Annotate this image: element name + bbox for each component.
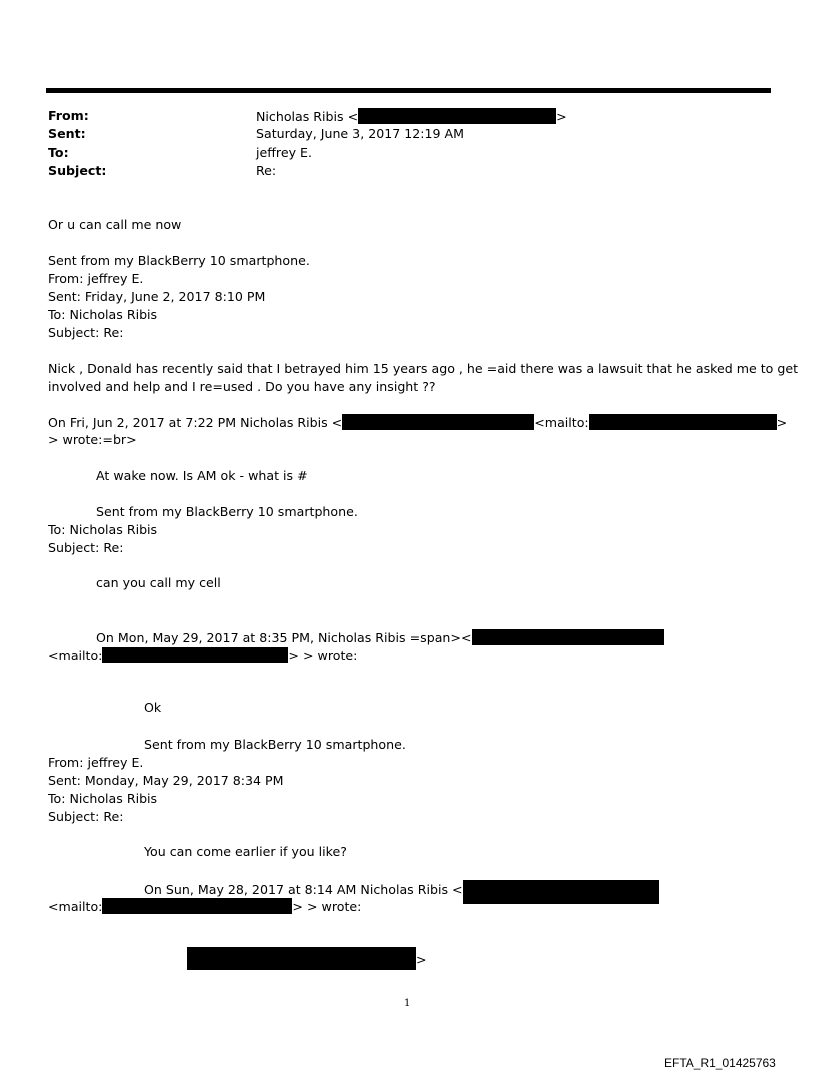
call-now-line: Or u can call me now (48, 217, 182, 232)
redacted-email (102, 898, 292, 914)
sent-label: Sent: (48, 126, 86, 141)
mailto-text: <mailto: (48, 648, 103, 663)
from-tail: > (556, 109, 567, 124)
wake-line: At wake now. Is AM ok - what is # (96, 468, 308, 483)
subject-label: Subject: (48, 163, 107, 178)
quoted-subject-line: Subject: Re: (48, 809, 124, 824)
quoted-from-line: From: jeffrey E. (48, 271, 144, 286)
quoted-sent-line: Sent: Friday, June 2, 2017 8:10 PM (48, 289, 266, 304)
to-value: jeffrey E. (256, 145, 312, 160)
call-cell-line: can you call my cell (96, 575, 221, 590)
quote-header-tail: > > wrote: (292, 899, 362, 914)
document-id: EFTA_R1_01425763 (664, 1056, 776, 1070)
subject-value: Re: (256, 163, 277, 178)
to-label: To: (48, 145, 69, 160)
quote-header-prefix: On Mon, May 29, 2017 at 8:35 PM, Nicholas Ribis =span>< (96, 630, 472, 645)
ok-line: Ok (144, 700, 162, 715)
redacted-email (102, 647, 288, 663)
sent-from-line: Sent from my BlackBerry 10 smartphone. (48, 253, 310, 268)
redacted-block-tail: > (416, 952, 427, 967)
redacted-email (342, 414, 534, 430)
from-name: Nicholas Ribis < (256, 109, 359, 124)
mailto-line (48, 898, 361, 915)
quoted-to-line: To: Nicholas Ribis (48, 307, 158, 322)
from-label: From: (48, 108, 89, 123)
redacted-email (472, 629, 664, 645)
mailto-text: <mailto: (534, 415, 589, 430)
redacted-email (589, 414, 777, 430)
quote-header-line-2: > wrote:=br> (48, 432, 137, 447)
quote-header-line (48, 414, 787, 431)
mailto-line (48, 647, 357, 664)
redacted-block (187, 947, 416, 970)
quoted-to-line: To: Nicholas Ribis (48, 522, 158, 537)
quoted-subject-line: Subject: Re: (48, 325, 124, 340)
quote-header-tail: > (776, 415, 788, 430)
quoted-subject-line: Subject: Re: (48, 540, 124, 555)
quote-header-tail: > > wrote: (288, 648, 358, 663)
sent-value: Saturday, June 3, 2017 12:19 AM (256, 126, 465, 141)
sent-from-line: Sent from my BlackBerry 10 smartphone. (144, 737, 406, 752)
page-number: 1 (404, 998, 411, 1009)
from-value (256, 108, 567, 125)
earlier-line: You can come earlier if you like? (144, 844, 347, 859)
header-rule (46, 88, 771, 93)
quoted-to-line: To: Nicholas Ribis (48, 791, 158, 806)
quote-header-prefix: On Sun, May 28, 2017 at 8:14 AM Nicholas Ribis < (144, 882, 463, 897)
quoted-sent-line: Sent: Monday, May 29, 2017 8:34 PM (48, 773, 284, 788)
message-paragraph-line-2: involved and help and I re=used . Do you have any insight ?? (48, 379, 436, 394)
redacted-email (358, 108, 556, 124)
redacted-email (463, 880, 659, 904)
sent-from-line: Sent from my BlackBerry 10 smartphone. (96, 504, 358, 519)
quote-header-prefix: On Fri, Jun 2, 2017 at 7:22 PM Nicholas Ribis < (48, 415, 343, 430)
quoted-from-line: From: jeffrey E. (48, 755, 144, 770)
message-paragraph-line-1: Nick , Donald has recently said that I betrayed him 15 years ago , he =aid there was a lawsuit that he asked me to get (48, 361, 799, 376)
mailto-text: <mailto: (48, 899, 103, 914)
quote-header-line (96, 629, 664, 646)
